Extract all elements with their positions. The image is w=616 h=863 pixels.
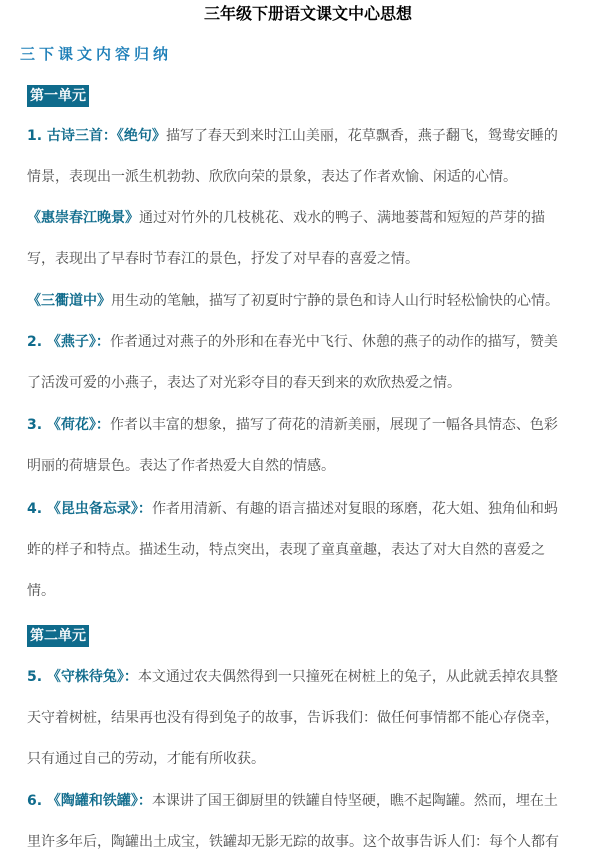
item-line [27,198,611,239]
item-text: 本课讲了国王御厨里的铁罐自恃坚硬，瞧不起陶罐。然而，埋在土 [151,793,558,809]
item-text: 本文通过农夫偶然得到一只撞死在树桩上的兔子，从此就丢掉农具整 [137,669,558,685]
item-text: 通过对竹外的几枝桃花、戏水的鸭子、满地蒌蒿和短短的芦芽的描 [139,210,545,226]
item-text: 描写了春天到来时江山美丽，花草飘香，燕子翻飞，鸳鸯安睡的 [165,128,558,144]
item-line [27,489,611,530]
item-heading: 《三衢道中》 [27,293,111,309]
document-title: 三年级下册语文课文中心思想 [203,4,412,23]
item-line: 蚱的样子和特点。描述生动，特点突出，表现了童真童趣，表达了对大自然的喜爱之 [27,542,545,558]
item-heading: 4. 《昆虫备忘录》： [27,501,152,517]
item-line: 明丽的荷塘景色。表达了作者热爱大自然的情感。 [27,458,335,474]
item-yanzi [27,322,611,404]
item-text: 作者通过对燕子的外形和在春光中飞行、休憩的燕子的动作的描写，赞美 [109,334,558,350]
item-heading: 1. 古诗三首：《绝句》 [27,128,166,144]
item-heading: 《惠崇春江晚景》 [27,210,139,226]
item-text: 作者以丰富的想象，描写了荷花的清新美丽，展现了一幅各具情态、色彩 [109,417,558,433]
item-line [27,405,611,446]
item-jueju [27,116,611,198]
item-line [27,657,611,698]
item-huichong [27,198,611,280]
item-line: 天守着树桩，结果再也没有得到兔子的故事，告诉我们：做任何事情都不能心存侥幸， [27,710,559,726]
item-text: 用生动的笔触，描写了初夏时宁静的景色和诗人山行时轻松愉快的心情。 [111,293,559,309]
item-shouzhu [27,657,611,780]
item-heading: 6. 《陶罐和铁罐》： [27,793,152,809]
item-kunchong [27,489,611,612]
item-heading: 5. 《守株待兔》： [27,669,138,685]
item-line: 了活泼可爱的小燕子，表达了对光彩夺目的春天到来的欢欣热爱之情。 [27,375,461,391]
item-line: 情。 [27,583,55,599]
item-text: 作者用清新、有趣的语言描述对复眼的琢磨，花大姐、独角仙和蚂 [151,501,558,517]
item-hehua [27,405,611,487]
item-sanqu [27,281,611,322]
item-line: 里许多年后，陶罐出土成宝，铁罐却无影无踪的故事。这个故事告诉人们：每个人都有 [27,834,559,850]
item-taoguan [27,781,611,863]
unit-badge-1: 第一单元 [27,85,89,107]
section-subtitle: 三下课文内容归纳 [20,45,173,63]
item-line [27,116,611,157]
item-line [27,281,611,322]
item-heading: 3. 《荷花》： [27,417,110,433]
item-line: 写，表现出了早春时节春江的景色，抒发了对早春的喜爱之情。 [27,251,419,267]
item-line [27,781,611,822]
unit-badge-2: 第二单元 [27,625,89,647]
item-heading: 2. 《燕子》： [27,334,110,350]
item-line: 只有通过自己的劳动，才能有所收获。 [27,751,265,767]
item-line: 情景，表现出一派生机勃勃、欣欣向荣的景象，表达了作者欢愉、闲适的心情。 [27,169,517,185]
item-line [27,322,611,363]
